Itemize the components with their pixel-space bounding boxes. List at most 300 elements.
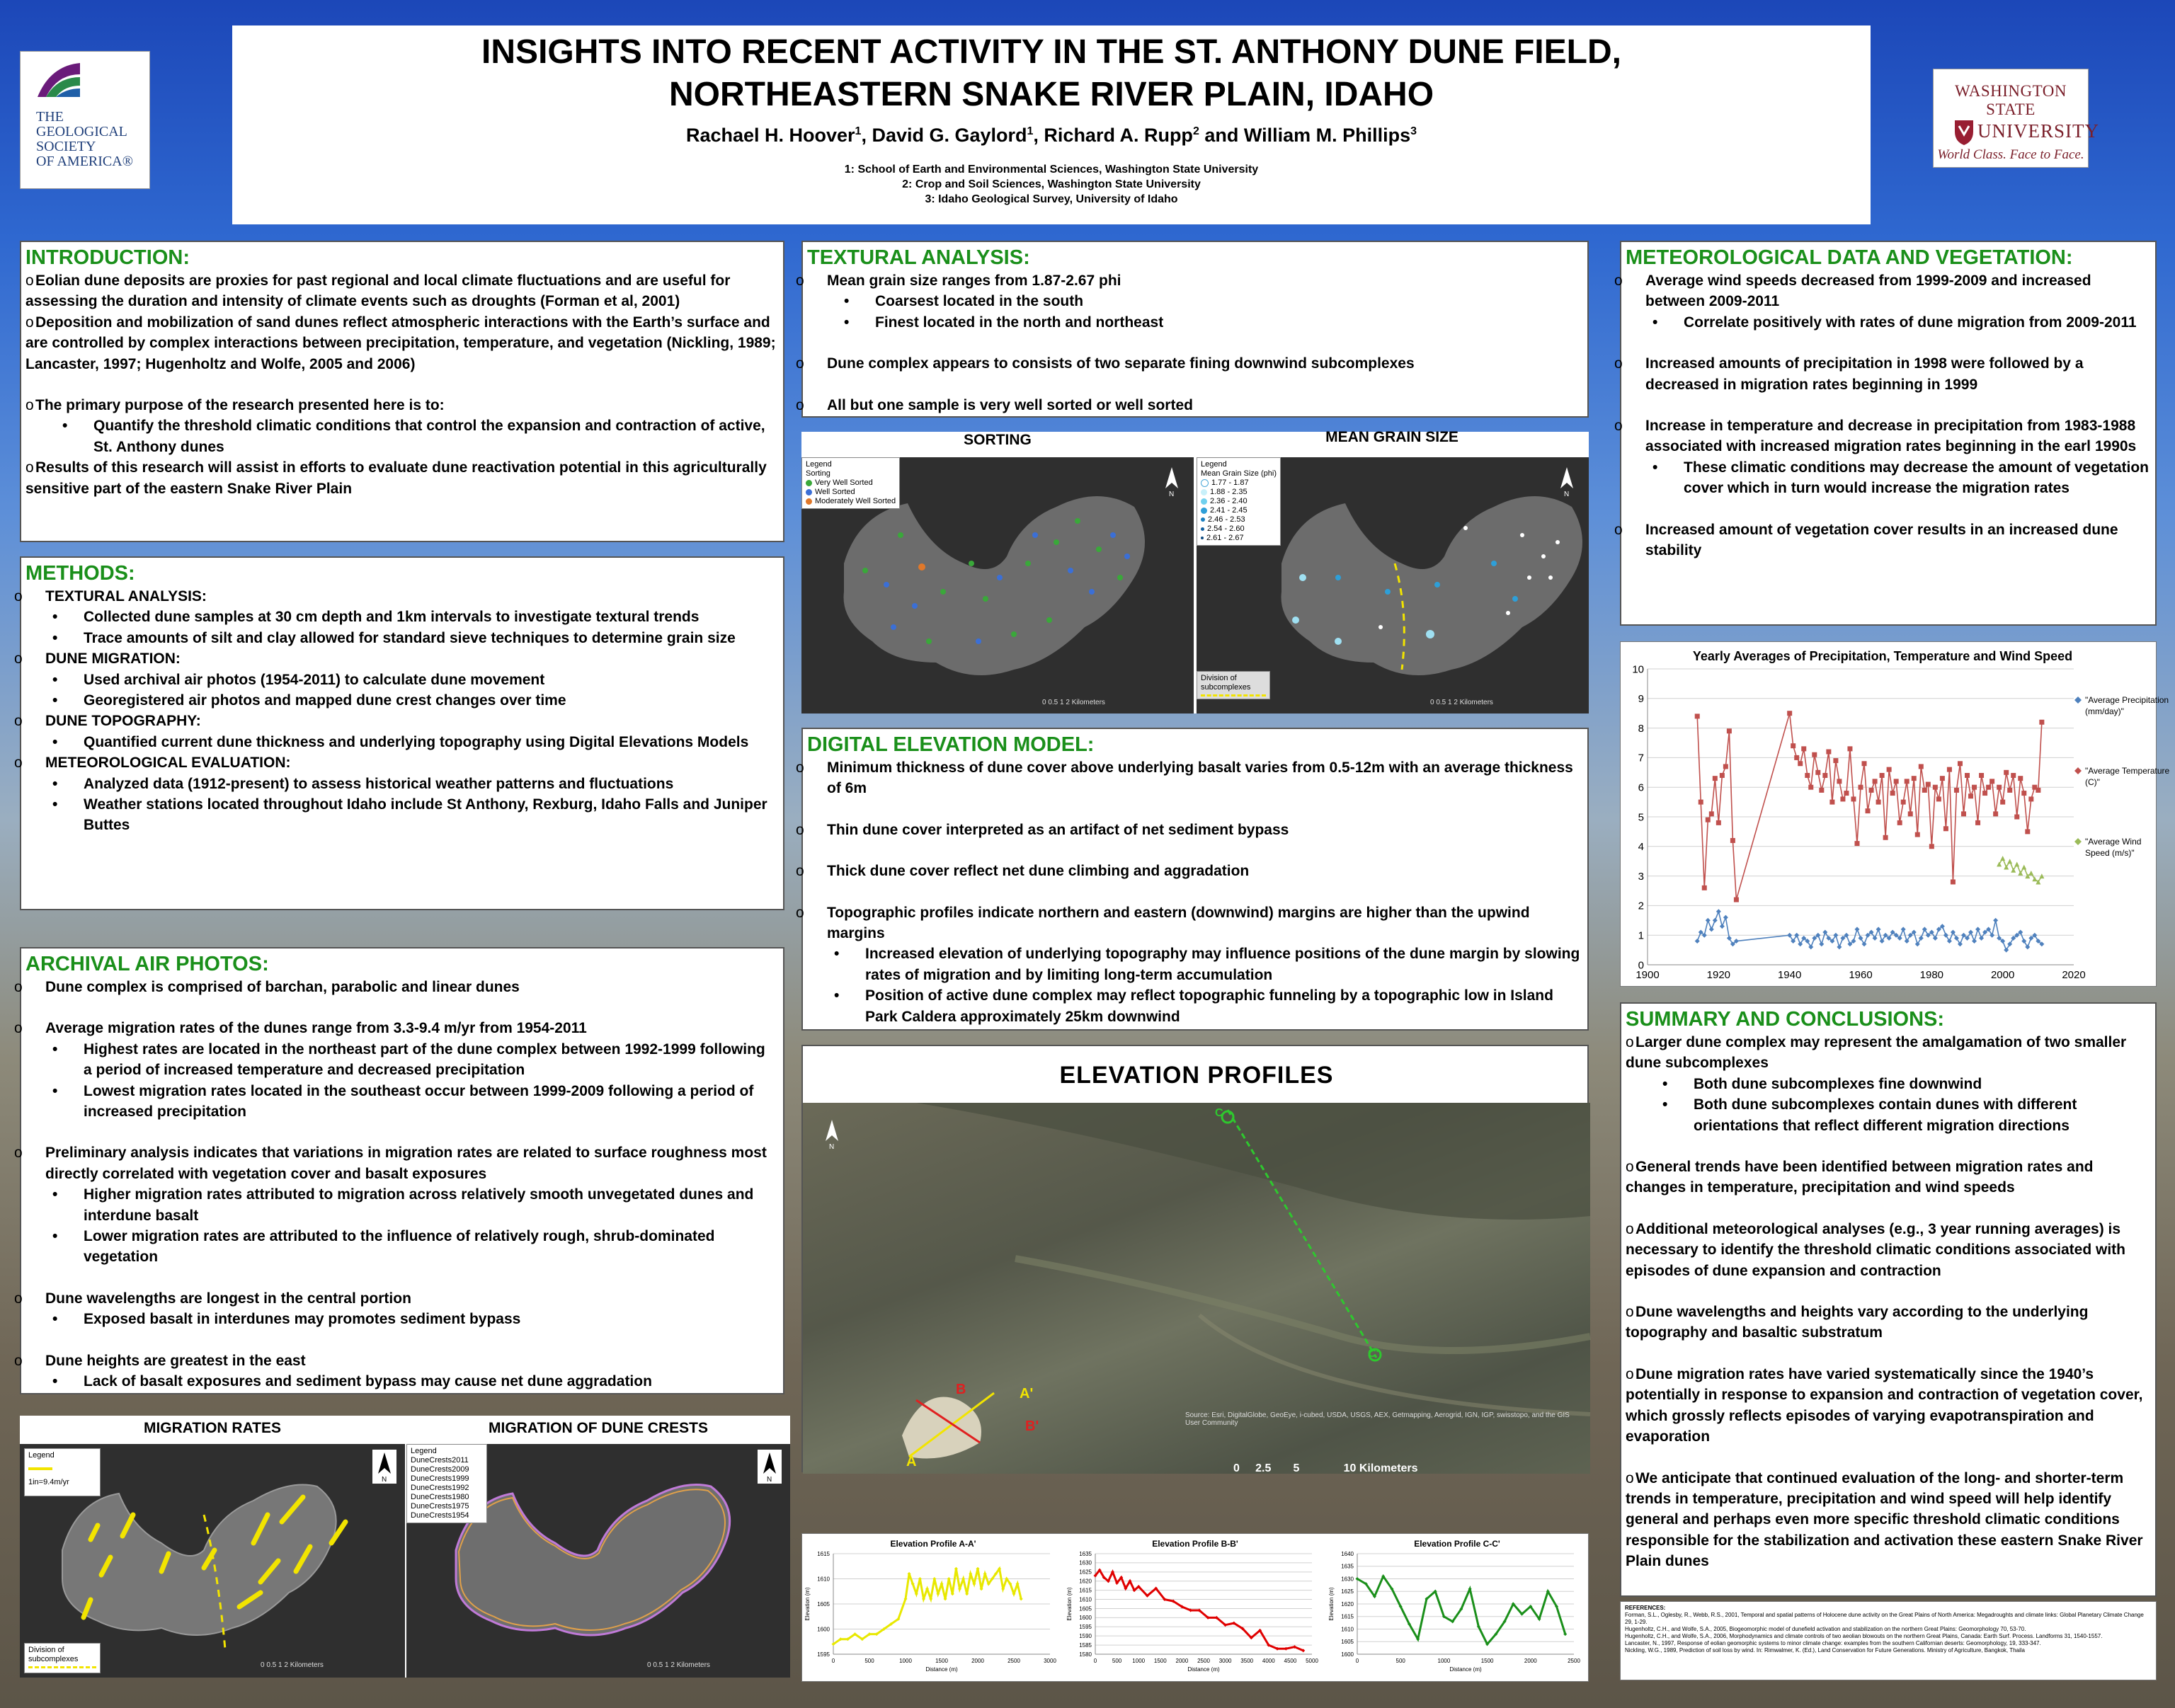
data-point [1880,773,1885,778]
data-point [1787,933,1792,938]
data-point [1876,800,1881,805]
data-point [1968,793,1973,798]
y-tick-label: 1620 [1079,1578,1092,1585]
x-tick-label: 1900 [1635,969,1660,981]
methods-heading: METHODS: [25,562,135,585]
data-point [1709,927,1714,932]
archival-panel [20,947,784,1394]
division-label: Division of subcomplexes [1201,674,1251,692]
met-point: o Increase in temperature and decrease in precipitation from 1983-1988 associated with increased migration rates beginning in the earl 1990s [1626,415,2150,457]
legend-item: DuneCrests1999 [411,1474,469,1483]
chart-title: Elevation Profile A-A' [890,1539,976,1549]
svg-text:N: N [767,1476,772,1484]
y-tick-label: 1615 [1079,1587,1092,1594]
sorting-map [801,457,1194,713]
data-point [1854,841,1859,846]
x-tick-label: 5000 [1306,1658,1318,1664]
data-point [2014,861,2019,866]
data-point [1833,933,1838,938]
division-legend [24,1643,101,1673]
legend-item-label: 2.46 - 2.53 [1208,515,1245,524]
dune-crests-legend [406,1444,487,1523]
data-point [2007,788,2012,793]
gsa-logo-line: SOCIETY [36,139,96,154]
legend-marker [2074,838,2082,845]
x-tick-label: 1920 [1706,969,1731,981]
profile-c-chart [1326,1534,1588,1680]
x-tick-label: 3000 [1044,1658,1056,1664]
legend-item [806,488,896,497]
reference-item: Lancaster, N., 1997, Response of eolian geomorphic systems to minor climate change: examples from the southern Californian deserts: Geomorphology, 19, 333-347. [1625,1640,2041,1646]
y-tick-label: 1635 [1079,1550,1092,1557]
met-bullet: • These climatic conditions may decrease the amount of vegetation cover which in turn would increase the migration rates [1626,457,2150,499]
dune-crests-map [406,1444,790,1678]
data-point [1894,779,1899,784]
textural-point: o Dune complex appears to consists of two separate fining downwind subcomplexes [807,353,1582,374]
scale-bar: 0 0.5 1 2 Kilometers [647,1661,710,1669]
author-3-sup: 2 [1192,125,1199,137]
legend-label: "Average Precipitation [2085,695,2169,705]
data-point [2028,796,2033,801]
y-tick-label: 10 [1632,663,1644,676]
textural-bullet: • Finest located in the north and northeast [807,312,1582,333]
data-point [1915,941,1920,946]
archival-point: o Preliminary analysis indicates that variations in migration rates are related to surface roughness most directly correlated with vegetation cover and basalt exposures [25,1142,777,1184]
met-heading: METEOROLOGICAL DATA AND VEGETATION: [1626,246,2073,269]
y-tick-label: 9 [1638,693,1644,706]
data-point [1897,820,1902,825]
x-tick-label: 2000 [1175,1658,1189,1664]
data-point [1979,773,1984,778]
data-point [1819,788,1824,793]
legend-item: DuneCrests1975 [411,1502,469,1511]
gsa-logo-text [36,110,133,169]
sorting-title: SORTING [964,432,1032,448]
x-tick-label: 3500 [1240,1658,1254,1664]
data-point [1859,936,1863,941]
methods-bullet: • Georegistered air photos and mapped dune crest changes over time [25,690,777,711]
y-tick-label: 4 [1638,841,1644,854]
data-point [1794,933,1799,938]
methods-bullet: • Collected dune samples at 30 cm depth and 1km intervals to investigate textural trends [25,607,777,627]
title-line-1: INSIGHTS INTO RECENT ACTIVITY IN THE ST. ANTHONY DUNE FIELD, [481,33,1621,71]
data-point [1993,918,1998,923]
data-point [1883,835,1888,840]
sorting-legend [801,457,900,509]
data-point [1716,909,1721,914]
affiliation-2: 2: Crop and Soil Sciences, Washington State University [902,178,1201,190]
y-axis-label: Elevation (m) [1328,1587,1335,1621]
legend-item-label: Very Well Sorted [815,478,873,487]
data-point [1709,811,1714,816]
textural-heading: TEXTURAL ANALYSIS: [807,246,1030,269]
division-legend [1197,671,1270,699]
data-point [1862,941,1867,946]
x-tick-label: 2020 [2062,969,2086,981]
data-point [1833,758,1838,763]
elevation-satellite-map [803,1103,1590,1474]
y-tick-label: 1590 [1079,1632,1092,1639]
data-point [1798,761,1803,766]
dem-heading: DIGITAL ELEVATION MODEL: [807,733,1095,756]
y-tick-label: 1625 [1341,1588,1354,1595]
data-point [1958,941,1963,946]
intro-paragraph: o Eolian dune deposits are proxies for past regional and local climate fluctuations and are useful for assessing the duration and intensity of climate events such as droughts (Forman et al, 2001) [25,270,777,312]
y-tick-label: 1635 [1341,1563,1354,1570]
north-arrow-icon [372,1450,396,1484]
legend-item-label: Moderately Well Sorted [815,497,896,505]
reference-item: Forman, S.L., Oglesby, R., Webb, R.S., 2001, Temporal and spatial patterns of Holocene dune activity on the Great Plains of North America: Megadroughts and climate links: Global Planetary Climate Change 29, 1-29. [1625,1612,2144,1625]
data-point [1787,711,1792,716]
x-axis-label: Distance (m) [1187,1666,1220,1673]
data-point [1951,879,1956,884]
data-point [2014,815,2019,820]
north-arrow-icon [758,1450,782,1484]
svg-text:N: N [1169,491,1175,498]
data-point [2004,865,2009,870]
data-point [2025,829,2030,834]
legend-subtitle: Sorting [806,469,830,478]
methods-panel [20,556,784,910]
archival-bullet: • Highest rates are located in the northeast part of the dune complex between 1992-1999 following a period of increased temperature and decreased precipitation [25,1039,777,1081]
data-point [1720,773,1725,778]
data-point [1990,933,1994,938]
data-point [1723,764,1728,769]
met-point: o Increased amounts of precipitation in 1998 were followed by a decreased in migration rates beginning in 1999 [1626,353,2150,395]
migration-rates-legend [24,1448,101,1496]
legend-item: DuneCrests1954 [411,1511,469,1520]
series-line [1697,713,2042,900]
x-tick-label: 1500 [1480,1658,1494,1664]
profile-a-chart [802,1534,1064,1680]
data-point [1699,800,1703,805]
x-tick-label: 1940 [1777,969,1802,981]
data-point [1975,820,1980,825]
legend-item [1201,534,1277,543]
x-tick-label: 3000 [1218,1658,1232,1664]
satellite-scale-bar: 0 2.5 5 10 Kilometers [1233,1462,1418,1474]
references-panel [1620,1601,2157,1680]
data-point [2025,944,2030,949]
data-point [1727,936,1732,941]
x-tick-label: 0 [1093,1658,1097,1664]
data-point [2021,865,2026,870]
data-point [1972,939,1977,944]
legend-item [1201,488,1277,497]
data-point [1990,779,1994,784]
summary-point: o Larger dune complex may represent the amalgamation of two smaller dune subcomplexes [1626,1032,2150,1074]
author-4-sup: 3 [1410,125,1417,137]
data-point [1972,785,1977,790]
legend-item-label: 2.41 - 2.45 [1210,506,1248,515]
chart-title: Elevation Profile C-C' [1414,1539,1500,1549]
summary-point: o General trends have been identified between migration rates and changes in temperature, precipitation and wind speeds [1626,1157,2150,1198]
gsa-logo-line: GEOLOGICAL [36,124,127,139]
legend-item-label: 1.88 - 2.35 [1210,488,1248,496]
migration-rates-map [20,1444,405,1678]
x-tick-label: 1000 [1132,1658,1146,1664]
summary-heading: SUMMARY AND CONCLUSIONS: [1626,1008,1945,1031]
legend-item [1201,525,1277,534]
archival-bullet: • Higher migration rates attributed to migration across relatively smooth unvegetated dunes and interdune basalt [25,1184,777,1226]
data-point [1933,785,1938,790]
x-tick-label: 2500 [1197,1658,1210,1664]
data-point [1829,800,1834,805]
introduction-heading: INTRODUCTION: [25,246,190,269]
data-point [1954,788,1959,793]
wsu-tagline: World Class. Face to Face. [1937,147,2084,162]
x-axis-label: Distance (m) [925,1666,958,1673]
x-tick-label: 1000 [1437,1658,1451,1664]
met-point: o Increased amount of vegetation cover results in an increased dune stability [1626,520,2150,561]
data-point [2021,791,2026,796]
reference-item: Hugenholtz, C.H., and Wolfe, S.A., 2006, Morphodynamics and climate controls of two aeolian blowouts on the northern Great Plains, Canada: Earth Surf. Process. Landforms 31, 1540-1557. [1625,1633,2103,1639]
intro-bullet: • Quantify the threshold climatic conditions that control the expansion and contraction of active, St. Anthony dunes [25,415,777,457]
archival-bullet: • Lack of basalt exposures and sediment bypass may cause net dune aggradation [25,1371,777,1392]
elevation-profiles-title: ELEVATION PROFILES [1059,1062,1334,1089]
data-point [1901,927,1906,932]
y-tick-label: 8 [1638,722,1644,735]
data-point [1716,820,1721,825]
textural-panel [801,241,1589,418]
wsu-logo-line1: WASHINGTON STATE [1955,82,2067,118]
legend-item: DuneCrests2009 [411,1465,469,1474]
dem-point: o Minimum thickness of dune cover above underlying basalt varies from 0.5-12m with an average thickness of 6m [807,757,1582,799]
climate-chart-panel [1620,641,2170,987]
legend-title: Legend [1201,460,1227,469]
data-point [1936,796,1941,801]
methods-section: o METEOROLOGICAL EVALUATION: [25,752,777,773]
header-panel [232,25,1871,224]
x-tick-label: 4500 [1284,1658,1297,1664]
legend-marker [2074,697,2082,704]
division-dash-icon [1201,694,1266,697]
data-point [1880,939,1885,944]
x-tick-label: 4000 [1262,1658,1275,1664]
data-point [1866,808,1871,813]
data-point [1986,785,1991,790]
arrow-icon [28,1467,52,1470]
data-point [1940,776,1945,781]
data-point [1713,918,1718,923]
x-tick-label: 2000 [971,1658,984,1664]
y-tick-label: 1580 [1079,1651,1092,1658]
elevation-profiles-panel [801,1045,1589,1472]
y-tick-label: 1610 [1341,1626,1354,1633]
data-point [1919,764,1924,769]
dune-crests-title: MIGRATION OF DUNE CRESTS [489,1420,708,1436]
archival-point: o Dune complex is comprised of barchan, parabolic and linear dunes [25,977,777,997]
data-point [1822,930,1827,935]
data-point [1873,936,1878,941]
dem-point: o Thick dune cover reflect net dune climbing and aggradation [807,861,1582,881]
summary-point: o Additional meteorological analyses (e.g., 3 year running averages) is necessary to identify the threshold climatic conditions associated with episodes of dune expansion and contraction [1626,1219,2150,1281]
data-point [2004,770,2009,775]
legend-item-label: 2.36 - 2.40 [1210,497,1248,505]
author-2-sup: 1 [1027,125,1034,137]
label-a-prime: A' [1020,1386,1034,1402]
data-point [1979,936,1984,941]
data-point [1840,796,1845,801]
met-panel [1620,241,2157,626]
x-tick-label: 1500 [1153,1658,1167,1664]
data-point [1819,941,1824,946]
data-point [1943,826,1948,831]
authors [232,125,1871,147]
legend-subtitle: Mean Grain Size (phi) [1201,469,1277,478]
data-point [1837,779,1842,784]
grain-size-legend [1197,457,1281,546]
y-tick-label: 1605 [1341,1639,1354,1646]
data-point [1851,796,1856,801]
poster-title [232,31,1871,116]
gsa-emblem-icon [36,62,81,100]
satellite-credit: Source: Esri, DigitalGlobe, GeoEye, i-cubed, USDA, USGS, AEX, Getmapping, Aerogrid, IGN, IGP, swisstopo, and the GIS User Community [1185,1411,1570,1427]
x-tick-label: 500 [1395,1658,1405,1664]
data-point [1968,930,1973,935]
y-tick-label: 1615 [817,1550,830,1557]
x-tick-label: 1000 [899,1658,912,1664]
y-tick-label: 1620 [1341,1600,1354,1607]
data-point [1808,785,1813,790]
north-arrow-icon [820,1117,844,1151]
svg-text:N: N [382,1476,387,1484]
gsa-logo [20,51,150,189]
legend-label: (mm/day)" [2085,706,2124,716]
label-c-prime: C' [1368,1348,1379,1360]
methods-bullet: • Used archival air photos (1954-2011) to calculate dune movement [25,670,777,690]
migration-rates-title: MIGRATION RATES [143,1420,282,1436]
methods-bullet: • Analyzed data (1912-present) to assess historical weather patterns and fluctuations [25,774,777,794]
data-point [1854,927,1859,932]
y-tick-label: 1610 [817,1576,830,1583]
data-point [1908,811,1913,816]
legend-label: (C)" [2085,777,2100,787]
x-tick-label: 0 [1355,1658,1359,1664]
scale-bar: 0 0.5 1 2 Kilometers [1430,699,1493,706]
migration-maps-panel [20,1416,790,1678]
wsu-logo-line2: UNIVERSITY [1977,120,2099,142]
methods-bullet: • Quantified current dune thickness and underlying topography using Digital Elevations Models [25,732,777,752]
data-point [1798,941,1803,946]
legend-item: DuneCrests1980 [411,1493,469,1501]
data-point [1706,918,1711,923]
division-label: Division of subcomplexes [28,1646,79,1663]
legend-rate: 1in=9.4m/yr [28,1478,69,1486]
chart-title: Yearly Averages of Precipitation, Temperature and Wind Speed [1692,649,2073,663]
y-tick-label: 1 [1638,929,1644,942]
data-point [1933,936,1938,941]
data-point [1805,773,1810,778]
y-tick-label: 1585 [1079,1641,1092,1649]
author-1: Rachael H. Hoover [685,125,855,146]
data-point [1905,779,1909,784]
legend-item-label: 2.61 - 2.67 [1206,534,1244,542]
label-a: A [906,1454,917,1469]
grain-size-map [1197,457,1589,713]
data-point [1958,761,1963,766]
affiliation-1: 1: School of Earth and Environmental Sciences, Washington State University [844,164,1259,176]
scale-bar: 0 0.5 1 2 Kilometers [261,1661,324,1669]
data-point [1815,770,1820,775]
dem-point: o Topographic profiles indicate northern and eastern (downwind) margins are higher than the upwind margins [807,902,1582,944]
textural-point: o All but one sample is very well sorted or well sorted [807,395,1582,415]
intro-paragraph: o Deposition and mobilization of sand dunes reflect atmospheric interactions with the Earth’s surface and are controlled by complex interactions between precipitation, temperature, and vegetation (Nickling, 1989; Lancaster, 1997; Hugenholtz and Wolfe, 2005 and 2006) [25,312,777,374]
author-2: , David G. Gaylord [861,125,1027,146]
legend-item [1201,478,1277,488]
dem-bullet: • Position of active dune complex may reflect topographic funneling by a topographic low in Island Park Caldera approximately 25km downwind [807,985,1582,1027]
y-tick-label: 1615 [1341,1613,1354,1620]
climate-chart [1621,642,2170,986]
gsa-logo-line: OF AMERICA® [36,154,133,169]
legend-item-label: 2.54 - 2.60 [1207,525,1245,533]
methods-section: o TEXTURAL ANALYSIS: [25,586,777,607]
x-tick-label: 500 [864,1658,874,1664]
data-point [1801,746,1806,751]
data-point [2018,776,2023,781]
data-point [1844,791,1849,796]
y-tick-label: 1595 [1079,1624,1092,1631]
data-point [1887,767,1892,772]
intro-paragraph: o The primary purpose of the research presented here is to: [25,395,777,415]
dem-bullet: • Increased elevation of underlying topography may influence positions of the dune margin by slowing rates of migration and by limiting long-term accumulation [807,944,1582,985]
x-tick-label: 1980 [1919,969,1944,981]
data-point [2011,773,2016,778]
data-point [1997,785,2002,790]
summary-bullet: • Both dune subcomplexes contain dunes with different orientations that reflect different migration directions [1626,1094,2150,1136]
x-tick-label: 0 [831,1658,835,1664]
data-point [1826,750,1831,755]
data-point [1794,755,1799,760]
data-point [2011,868,2016,873]
label-b: B [956,1382,966,1397]
data-point [1929,844,1934,849]
y-tick-label: 1630 [1341,1576,1354,1583]
y-tick-label: 7 [1638,752,1644,764]
data-point [2032,876,2037,881]
wsu-shield-icon [1953,119,1975,146]
data-point [1734,898,1739,902]
chart-title: Elevation Profile B-B' [1152,1539,1238,1549]
data-point [1812,752,1817,757]
x-tick-label: 1960 [1849,969,1873,981]
data-point [2039,720,2044,725]
data-point [1837,944,1842,949]
data-point [1947,767,1952,772]
data-point [1890,791,1895,796]
summary-panel [1620,1002,2157,1597]
data-point [1808,944,1813,949]
data-point [1965,773,1970,778]
data-point [2000,856,2005,861]
x-tick-label: 500 [1112,1658,1122,1664]
data-point [2018,871,2023,876]
data-point [2007,859,2012,864]
data-point [1727,728,1732,733]
data-point [1961,811,1966,816]
data-point [2036,788,2040,793]
x-tick-label: 2500 [1007,1658,1020,1664]
y-tick-label: 1595 [817,1651,830,1658]
intro-paragraph: o Results of this research will assist in efforts to evaluate dune reactivation potential in this agriculturally sensitive part of the eastern Snake River Plain [25,457,777,499]
textural-bullet: • Coarsest located in the south [807,291,1582,311]
wsu-logo [1933,69,2099,168]
legend-label: Speed (m/s)" [2085,848,2135,858]
scale-bar: 0 0.5 1 2 Kilometers [1042,699,1105,706]
legend-title: Legend [411,1447,437,1455]
y-tick-label: 1630 [1079,1559,1092,1566]
data-point [1869,788,1874,793]
